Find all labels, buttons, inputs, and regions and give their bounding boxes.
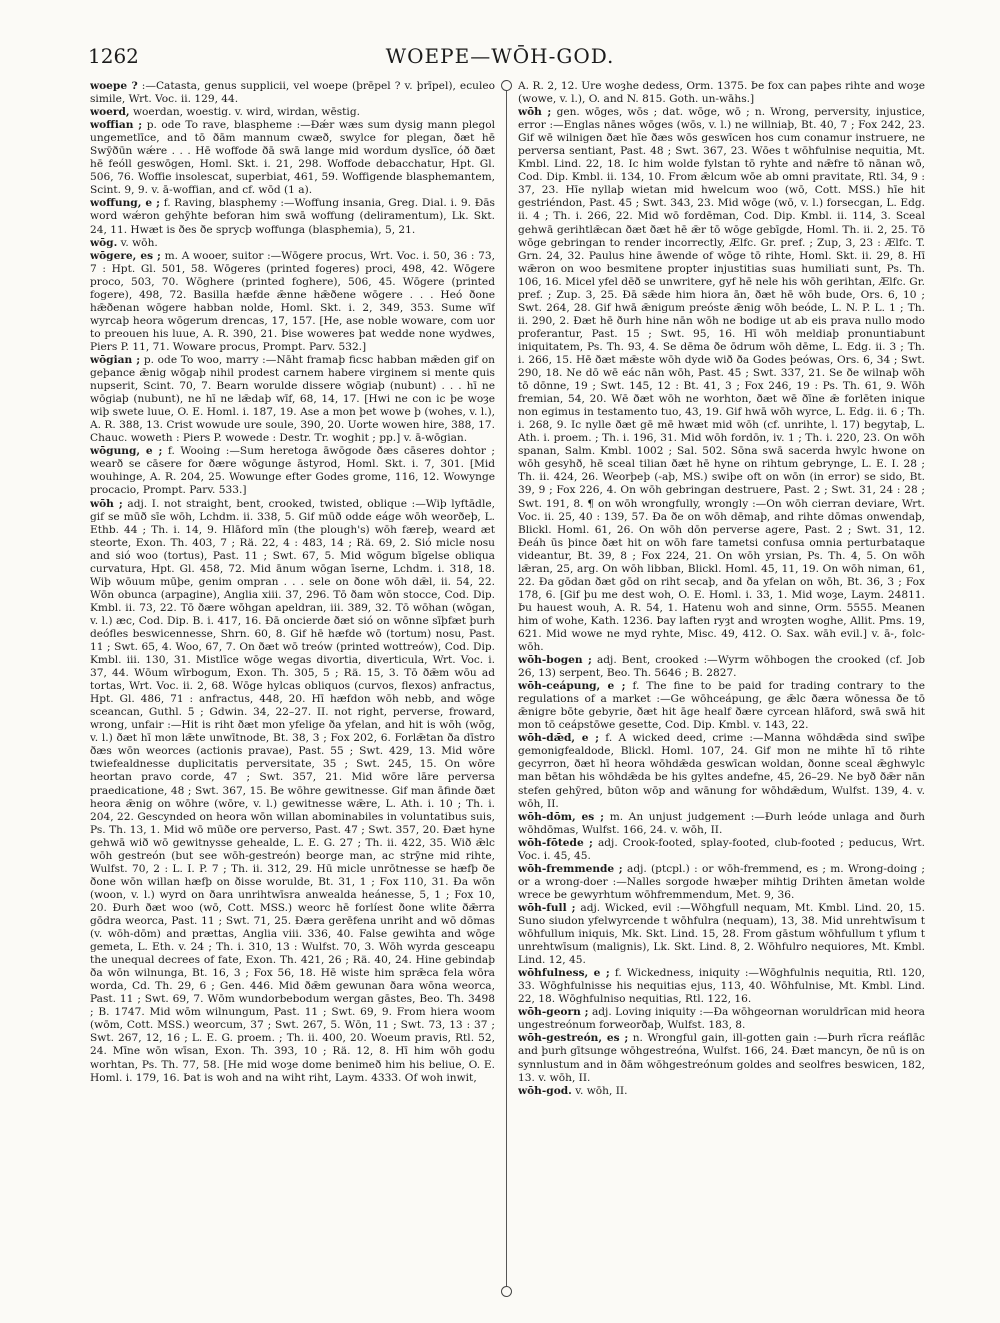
entry-headword: woerd,: [90, 106, 130, 119]
entry-body: n. Wrongful gain, ill-gotten gain :—Þurh rīcra reáflāc and þurh gītsunge wōhgestreóna, Wulfst. 166, 24. Ðæt mancyn, ðe nū is on synnlustum and in ðām wōhgestreónum goldes and seolfres beswicen, 182, 13. v. wōh, II.: [518, 1032, 925, 1084]
dictionary-entry: [518, 967, 925, 1006]
page-number: 1262: [88, 44, 139, 68]
dictionary-entry: [518, 837, 925, 863]
dictionary-entry: [518, 902, 925, 967]
entry-headword: wōgung, e ;: [90, 445, 163, 458]
entry-body: adj. Wicked, evil :—Wōhgfull nequam, Mt. Kmbl. Lind. 20, 15. Suno siudon yfelwyrcende t wōhfulra (nequam), 13, 38. Mid unrehtwīsum t wōhfullum iniquis, Mk. Skt. Lind. 15, 28. From gāstum wōhfullum t yflum t unrehtwīsum (malignis), Lk. Skt. Lind. 8, 2. Wōhfulro nequiores, Mt. Kmbl. Lind. 12, 45.: [518, 901, 925, 967]
dictionary-entry: [90, 119, 495, 197]
dictionary-entry: [518, 654, 925, 680]
entry-headword: wōh-ceápung, e ;: [518, 680, 626, 693]
entry-body: f. Wooing :—Sum heretoga āwōgode ðæs cāseres dohtor ; wearð se cāsere for ðære wōgunge āstyrod, Homl. Skt. i. 7, 301. [Mid wouhinge, A. R. 204, 25. Wowunge efter Godes grome, 116, 12. Wowynge procacio, Prompt. Parv. 533.]: [90, 445, 495, 497]
dictionary-entry: [518, 863, 925, 902]
dictionary-entry: [518, 106, 925, 654]
entry-headword: wōh-bogen ;: [518, 654, 592, 667]
dictionary-entry: [90, 106, 495, 119]
entry-headword: wōgian ;: [90, 353, 141, 366]
entry-body: adj. Bent, crooked :—Wyrm wōhbogen the crooked (cf. Job 26, 13) serpent, Beo. Th. 5646 ; B. 2827.: [518, 654, 925, 680]
column-divider: [506, 80, 507, 1290]
entry-body: m. An unjust judgement :—Ðurh leóde unlaga and ðurh wōhdōmas, Wulfst. 166, 24. v. wōh, II.: [518, 810, 925, 836]
entry-body: v. wōh.: [120, 236, 158, 249]
dictionary-entry: [518, 732, 925, 810]
entry-body: f. Raving, blasphemy :—Woffung insania, Greg. Dial. i. 9. Ðās word wǽron gehȳhte beforan him swā woffung (deliramentum), Lk. Skt. 24, 11. Hwæt is ðes ðe sprycþ woffunga (blasphemia), 5, 21.: [90, 197, 495, 236]
dictionary-entry: [518, 1085, 925, 1098]
entry-headword: wōh-gestreón, es ;: [518, 1032, 629, 1045]
entry-body: v. wōh, II.: [575, 1084, 628, 1097]
entry-headword: woepe ?: [90, 80, 138, 92]
dictionary-entry: [518, 1006, 925, 1032]
right-column: [518, 80, 925, 1290]
entry-body: p. ode To rave, blaspheme :—Ðǽr wæs sum dysig mann plegol ungemetlīce, and tō ðām mannum cwæð, swylce for plegan, ðæt hē Swȳðūn wǽre . . . Hē woffode ðā swā lange mid wordum dyslīce, óð ðæt hē feóll geswōgen, Homl. Skt. i. 21, 298. Woffode debacchatur, Hpt. Gl. 506, 76. Woffie insolescat, superbiat, 461, 59. Woffigende blasphemantem, Scint. 9, 9. v. ā-woffian, and cf. wōd (1 a).: [90, 119, 495, 197]
page-header: [0, 44, 1000, 74]
dictionary-entry: [518, 680, 925, 732]
entry-headword: wōh ;: [90, 497, 123, 510]
entry-body: A. R. 2, 12. Ure woȝhe dedess, Orm. 1375. Þe fox can paþes rihte and woȝe (wowe, v. l.), O. and N. 815. Goth. un-wāhs.]: [518, 80, 925, 106]
entry-headword: wōh-fremmende ;: [518, 862, 623, 875]
entry-body: adj. Loving iniquity :—Ða wōhgeornan woruldrīcan mid heora ungestreónum forweorðaþ, Wulfst. 183, 8.: [518, 1006, 925, 1032]
entry-headword: wōh-dǣd, e ;: [518, 732, 599, 745]
entry-body: :—Catasta, genus supplicii, vel woepe (þrēpel ? v. þrīpel), eculeo simile, Wrt. Voc. ii. 129, 44.: [90, 80, 495, 106]
entry-body: woerdan, woestig. v. wird, wirdan, wēstig.: [132, 106, 360, 119]
entry-body: f. Wickedness, iniquity :—Wōghfulnis nequitia, Rtl. 120, 33. Wōghfulnisse his nequitias ejus, 113, 40. Wōhfulnise, Mt. Kmbl. Lind. 22, 18. Wōghfulniso nequitias, Rtl. 122, 16.: [518, 967, 925, 1006]
dictionary-entry: [90, 445, 495, 497]
dictionary-entry: [90, 354, 495, 445]
entry-body: m. A wooer, suitor :—Wōgere procus, Wrt. Voc. i. 50, 36 : 73, 7 : Hpt. Gl. 501, 58. Wōgeres (printed fogeres) proci, 498, 42. Wōgere proco, 503, 70. Wōghere (printed foghere), 506, 45. Wōgere (printed fogere), 498, 72. Basilla hæfde ǣnne hǣðene wōgere . . . Heó ðone hǣðenan wōgere habban nolde, Homl. Skt. i. 2, 349, 353. Sume wīf wyrcaþ heora wōgerum drencas, 17, 157. [He, ase noble woware, com uor to preouen his luue, A. R. 390, 21. Þise woweres þat wedde none wydwes, Piers P. 11, 71. Woware procus, Prompt. Parv. 532.]: [90, 249, 495, 353]
entry-headword: wōg.: [90, 236, 118, 249]
dictionary-entry: [90, 197, 495, 236]
entry-headword: wōhfulness, e ;: [518, 967, 610, 980]
dictionary-entry: [90, 498, 495, 1085]
entry-body: gen. wōges, wōs ; dat. wōge, wō ; n. Wrong, perversity, injustice, error :—Englas nānes wōges (wōs, v. l.) ne willniaþ, Bt. 40, 7 ; Fox 242, 23. Gif wē wilnigen ðæt hīe ðæs wōs geswīcen hos cum conamur instruere, ne perversa sentiant, Past. 48 ; Swt. 367, 23. Wōes t wōhfulnise nequitia, Mt. Kmbl. Lind. 22, 18. Ic him wolde fylstan tō ryhte and nǣfre tō nānan wō, Cod. Dip. Kmbl. ii. 134, 10. From ǣlcum wōe ab omni pravitate, Rtl. 34, 9 : 37, 23. Hīe nyllaþ wietan mid hwelcum woo (wō, Cott. MSS.) hīe hit gestriéndon, Past. 45 ; Swt. 343, 23. Mid wōge (wō, v. l.) forsecgan, L. Edg. ii. 4 ; Th. i. 266, 22. Mid wō fordēman, Cod. Dip. Kmbl. ii. 114, 3. Sceal gehwā gerihtlǣcan ðæt ðæt hē ǣr tō wōge gebīgde, Homl. Th. ii. 2, 25. Tō wōge gebringan to render incorrectly, Ælfc. Gr. pref. ; Zup, 3, 23 : Ælfc. T. Grn. 24, 32. Paulus hine āwende of wōge tō rihte, Homl. Skt. ii. 29, 8. Hī wǣron on woo besmitene propter injustitias suas humiliati sunt, Ps. Th. 106, 16. Micel yfel dēð se unwritere, gyf hē nele his wōh gerihtan, Ælfc. Gr. pref. ; Zup. 3, 25. Ðā sǣde him hiora ān, ðæt hē wōh bude, Ors. 6, 10 ; Swt. 264, 28. Gif hwā ǣnigum preóste ǣnig wōh beóde, L. N. P. L. 1 ; Th. ii. 290, 2. Ðæt hē ðurh hine nān wōh ne bodige ut ab eis prava nullo modo proferantur, Past. 15 ; Swt. 95, 16. Hī wōh meldiaþ pronuntiabunt iniquitatem, Ps. Th. 93, 4. Se dēma ðe ōdrum wōh dēme, L. Edg. ii. 3 ; Th. i. 266, 15. Hē ðæt mǣste wōh dyde wið ða Godes þeówas, Ors. 6, 34 ; Swt. 290, 18. Ne dō wē eác nān wōh, Past. 45 ; Swt. 337, 21. Se ðe wilnaþ wōh tō dōnne, 19 ; Swt. 145, 12 : Bt. 41, 3 ; Fox 246, 19 : Ps. Th. 61, 9. Wōh fremian, 54, 20. Wē ðæt wōh ne worhton, ðæt wē ðīne ǣ forlēten inique non egimus in testamento tuo, 43, 19. Gif hwā wōh wyrce, L. Edg. ii. 6 ; Th. i. 268, 9. Ic nylle ðæt gē mē hwæt mid wōh (cf. unrihte, l. 17) begytaþ, L. Ath. i. proem. ; Th. i. 196, 31. Mid wōh fordōn, iv. 1 ; Th. i. 220, 23. On wōh spanan, Salm. Kmbl. 1002 ; Sal. 502. Sōna swā sacerda hwylc hwone on wōh gesyhð, hē sceal tilian ðæt hē hyne on rihtum gebrynge, L. E. I. 28 ; Th. ii. 424, 26. Weorþeþ (-aþ, MS.) swiþe oft on wōn (in error) se sido, Bt. 39, 9 ; Fox 226, 4. On wōh gebringan destruere, Past. 2 ; Swt. 31, 24 : 28 ; Swt. 191, 8. ¶ on wōh wrongfully, wrongly :—On wōh cierran deviare, Wrt. Voc. ii. 25, 40 : 139, 57. Ða ðe on wōh dēmaþ, and rihte dōmas onwendaþ, Blickl. Homl. 61, 26. On wōh dōn perverse agere, Past. 2 ; Swt. 31, 12. Ðeáh ūs þince ðæt hit on wōh fare tametsi confusa omnia perturbataque videantur, Bt. 39, 8 ; Fox 224, 21. On wōh yrsian, Ps. Th. 4, 5. On wōh lǣran, 25, arg. On wōh libban, Blickl. Homl. 45, 11, 19. On wōh niman, 61, 22. Ða gōdan ðæt gōd on riht secaþ, and ða yfelan on wōh, Bt. 36, 3 ; Fox 178, 6. [Gif þu me dest woh, O. E. Homl. i. 33, 1. Mid woȝe, Laym. 24811. Þu hauest wouh, A. R. 54, 1. Hatenu woh and sinne, Orm. 5555. Meanen him of wohe, Kath. 1236. Þay laften ryȝt and wroȝten woghe, Allit. Pms. 19, 621. Mid wowe ne myd ryhte, Misc. 49, 412. O. Sax. wāh evil.] v. ā-, folc-wōh.: [518, 106, 925, 654]
entry-headword: wōh-full ;: [518, 901, 576, 914]
left-column: [90, 80, 495, 1290]
entry-body: adj. I. not straight, bent, crooked, twisted, oblique :—Wiþ lyftādle, gif se mūð sīe wōh, Lchdm. ii. 338, 5. Gif mūð odde eáge wōh weorðeþ, L. Ethb. 44 ; Th. i. 14, 9. Hlāford mīn (the plough's) wōh færeþ, weard æt steorte, Exon. Th. 403, 7 ; Rä. 22, 4 : 483, 14 ; Rä. 69, 2. Sió micle nosu and sió woo (tortus), Past. 11 ; Swt. 67, 5. Mid wōgum bīgelse obliqua curvatura, Hpt. Gl. 458, 72. Mid ānum wōgan īserne, Lchdm. i. 318, 18. Wiþ wōuum mūþe, genim ompran . . . sele on ðone wōh dǣl, ii. 54, 22. Wōn obunca (arpagine), Anglia xiii. 37, 296. Tō ðam wōn stocce, Cod. Dip. Kmbl. ii. 73, 22. Tō ðære wōhgan apeldran, iii. 389, 32. Tō wōhan (wōgan, v. l.) æc, Cod. Dip. B. i. 417, 16. Ðā oncierde ðæt sió on wōnne sīþfæt þurh deófles beswicennesse, Shrn. 60, 8. Gif hē hæfde wō (tortum) nosu, Past. 11 ; Swt. 65, 4. Woo, 67, 7. On ðæt wō treów (printed wottreów), Cod. Dip. Kmbl. iii. 130, 31. Mistlīce wōge wegas divortia, diverticula, Wrt. Voc. i. 37, 44. Wōum wīrbogum, Exon. Th. 305, 5 ; Rä. 15, 3. Tō ðǣm wōu ad tortas, Wrt. Voc. ii. 2, 68. Wōge hylcas obliquos (curvos, flexos) anfractus, Hpt. Gl. 486, 71 : anfractus, 448, 20. Hī hæfdon wōh nebb, and wōge sceancan, Guthl. 5 ; Gdwin. 34, 22–27. II. not right, perverse, froward, wrong, unfair :—Hit is riht ðæt mon yfelige ða yfelan, and hit is wōh (wōg, v. l.) ðæt hī mon lǣte unwītnode, Bt. 38, 3 ; Fox 202, 6. Forlǣtan ða dīstro ðæs wōn weorces (actionis pravae), Past. 55 ; Swt. 429, 13. Mid wōre twiefealdnesse duplicitatis perversitate, 35 ; Swt. 245, 15. On wōre heortan pravo corde, 47 ; Swt. 357, 21. Mid wōre lāre perversa praedicatione, 48 ; Swt. 367, 15. Be wōhre gewitnesse. Gif man āfinde ðæt heora ǣnig on wōhre (wōre, v. l.) gewitnesse wǣre, L. Ath. i. 10 ; Th. i. 204, 22. Gescynded on heora wōn willan abominabiles in voluntatibus suis, Ps. Th. 13, 1. Mid wō mūðe ore perverso, Past. 47 ; Swt. 357, 20. Ðæt hyne gehwā wið wō gewitnysse gehealde, L. E. G. 27 ; Th. ii. 422, 35. Wið ǣlc wōh gestreón (but see wōh-gestreón) beorge man, ac strȳne mid rihte, Wulfst. 70, 2 : L. I. P. 7 ; Th. ii. 312, 29. Hū micle unrōtnesse se hæfþ ðe ðone wōn willan hæfþ on ðisse worulde, Bt. 31, 1 ; Fox 110, 31. Ða wōn (woon, v. l.) wyrd on ðara unrihtwīsra anwealda heánesse, 5, 1 ; Fox 10, 20. Ðurh ðæt woo (wō, Cott. MSS.) weorc hē forlíest ðone wlite ðǣrra gōdra weorca, Past. 11 ; Swt. 71, 25. Ðæra gerēfena unriht and wō dōmas (v. wōh-dōm) and prættas, Anglia viii. 336, 40. False gewihta and wōge gemeta, L. Eth. v. 24 ; Th. i. 310, 13 : Wulfst. 70, 3. Wōh wyrda gesceapu the unequal decrees of fate, Exon. Th. 421, 26 ; Rä. 40, 24. Hine gebindaþ ða wōn wilnunga, Bt. 16, 3 ; Fox 56, 18. Hē wiste him sprǣca fela wōra worda, Cd. Th. 29, 6 ; Gen. 446. Mid ðǣm gewunan ðara wōna weorca, Past. 11 ; Swt. 69, 7. Wōm wundorbebodum wergan gāstes, Beo. Th. 3498 ; B. 1747. Mid wōm wilnungum, Past. 11 ; Swt. 69, 9. From hiera woom (wōm, Cott. MSS.) weorcum, 37 ; Swt. 267, 5. Wōn, 11 ; Swt. 73, 13 : 37 ; Swt. 267, 12, 16 ; L. E. G. proem. ; Th. ii. 400, 20. Woeum pravis, Rtl. 52, 24. Mīne wōn wīsan, Exon. Th. 393, 10 ; Rä. 12, 8. Hī him wōh godu worhtan, Ps. Th. 77, 58. [He mid woȝe dome benimeð him his beliue, O. E. Homl. i. 179, 16. Þat is woh and na wiht riht, Laym. 4333. Of woh inwit,: [90, 497, 495, 1084]
entry-headword: wōh ;: [518, 106, 552, 119]
entry-body: f. The fine to be paid for trading contrary to the regulations of a market :—Ge wōhceápung, ge ǣlc ðæra wōnessa ðe tō ǣnigre bōte gebyrie, ðæt hit āge healf ðære cyrcean hlāford, swā swā hit mon tō ceápstōwe gesette, Cod. Dip. Kmbl. v. 143, 22.: [518, 680, 925, 732]
entry-headword: wōgere, es ;: [90, 249, 161, 262]
page-title: WOEPE—WŌH-GOD.: [385, 44, 615, 68]
binding-mark-bottom: [501, 1286, 512, 1297]
dictionary-entry: [90, 237, 495, 250]
binding-mark-top: [501, 80, 512, 91]
dictionary-entry: [90, 80, 495, 106]
entry-headword: wōh-georn ;: [518, 1006, 589, 1019]
dictionary-entry: [518, 811, 925, 837]
dictionary-entry: [518, 1032, 925, 1084]
entry-headword: wōh-fōtede ;: [518, 836, 593, 849]
dictionary-entry: [518, 80, 925, 106]
entry-headword: woffian ;: [90, 119, 143, 132]
entry-body: f. A wicked deed, crime :—Manna wōhdǣda sind swīþe gemonigfealdode, Blickl. Homl. 107, 24. Gif mon ne mihte hī tō rihte gecyrron, ðæt hī heora wōhdǣda geswīcan woldan, ðonne sceal ǣghwylc man bētan his wōhdǣda be his gyltes andefne, 45, 26–29. Ne byð ðǣr nān stefen gehȳred, būton wōp and wānung for wōhdǣdum, Wulfst. 139, 4. v. wōh, II.: [518, 732, 925, 810]
entry-body: adj. (ptcpl.) : or wōh-fremmend, es ; m. Wrong-doing ; or a wrong-doer :—Nalles sorgode hwæþer mihtig Drihten āmetan wolde wrece be gewyrhtum wōhfremmendum, Met. 9, 36.: [518, 862, 925, 901]
entry-body: p. ode To woo, marry :—Nāht framaþ ficsc habban mǣden gif on geþance ǣnig wōgaþ nihil prodest carnem habere virginem si mente quis nupserit, Scint. 70, 7. Bearn worulde dissere wōgiaþ (nubunt) . . . hī ne wōgiaþ (nubunt), ne hī ne lǣdaþ wīf, 68, 14, 17. [Hwi ne con ic þe woȝe wiþ swete luue, O. E. Homl. i. 187, 19. Ase a mon þet wowe þ (wohes, v. l.), A. R. 388, 13. Crist wowude ure soule, 390, 20. Uorte wowen hire, 388, 17. Chauc. woweth : Piers P. wowede : Destr. Tr. woghit ; pp.] v. ā-wōgian.: [90, 353, 495, 445]
entry-body: adj. Crook-footed, splay-footed, club-footed ; peducus, Wrt. Voc. i. 45, 45.: [518, 836, 925, 862]
entry-headword: wōh-god.: [518, 1084, 572, 1097]
dictionary-entry: [90, 250, 495, 354]
entry-headword: woffung, e ;: [90, 197, 161, 210]
entry-headword: wōh-dōm, es ;: [518, 810, 605, 823]
